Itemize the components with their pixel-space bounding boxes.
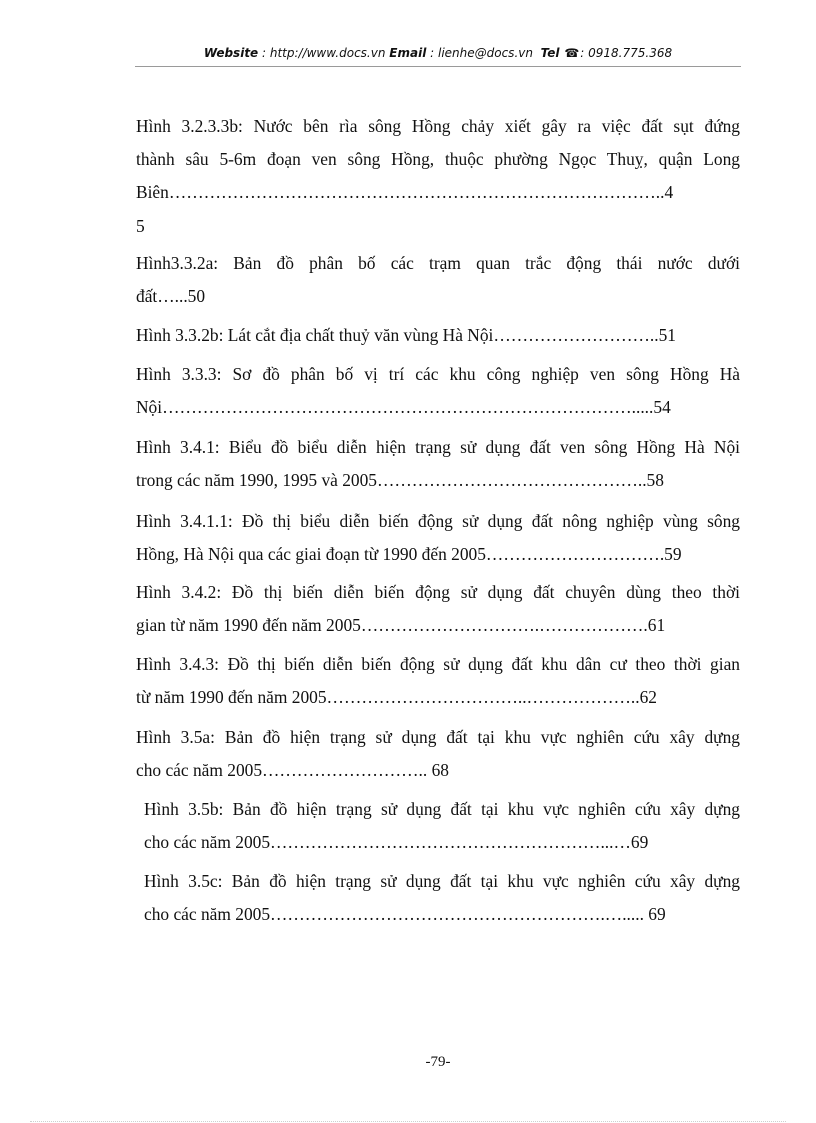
entry-line: đất…...50 <box>136 286 206 307</box>
email-label: Email <box>389 46 427 60</box>
figure-entry <box>136 319 740 352</box>
entry-line: Hình 3.5a: Bản đồ hiện trạng sử dụng đất tại khu vực nghiên cứu xây dựng <box>136 727 740 747</box>
entry-line: gian từ năm 1990 đến năm 2005………………………….……………….61 <box>136 615 666 636</box>
entry-line: Hình3.3.2a: Bản đồ phân bố các trạm quan trắc động thái nước dưới <box>136 253 740 273</box>
entry-line: Hình 3.3.2b: Lát cắt địa chất thuỷ văn vùng Hà Nội………………………..51 <box>136 325 676 345</box>
website-url[interactable]: http://www.docs.vn <box>269 46 386 60</box>
figure-entry <box>136 576 740 642</box>
entry-line: Biên…………………………………………………………………………..4 <box>136 182 674 203</box>
entry-line: Hình 3.4.2: Đồ thị biến diễn biến động sử dụng đất chuyên dùng theo thời <box>136 582 740 602</box>
figure-entry <box>136 431 740 497</box>
entry-line: cho các năm 2005………………………………………………….…..... 69 <box>144 904 666 925</box>
entry-line: cho các năm 2005…………………………………………………...…69 <box>144 832 649 853</box>
entry-line: Hình 3.4.1: Biểu đồ biểu diễn hiện trạng sử dụng đất ven sông Hồng Hà Nội <box>136 437 740 457</box>
website-separator: : <box>258 46 270 60</box>
entry-line: 5 <box>136 215 145 236</box>
entry-line: thành sâu 5-6m đoạn ven sông Hồng, thuộc phường Ngọc Thuỵ, quận Long <box>136 149 740 170</box>
tel-label: Tel <box>540 46 560 60</box>
entry-line: Hình 3.4.3: Đồ thị biến diễn biến động sử dụng đất khu dân cư theo thời gian <box>136 654 740 674</box>
website-label: Website <box>203 46 259 60</box>
figure-entry <box>136 358 740 424</box>
entry-line: Hình 3.5b: Bản đồ hiện trạng sử dụng đất tại khu vực nghiên cứu xây dựng <box>144 799 740 819</box>
tel-number: : 0918.775.368 <box>580 46 673 60</box>
entry-line: Hình 3.5c: Bản đồ hiện trạng sử dụng đất tại khu vực nghiên cứu xây dựng <box>144 871 740 891</box>
figure-entry <box>136 648 740 714</box>
figure-entry <box>144 865 740 931</box>
entry-line: Hình 3.2.3.3b: Nước bên rìa sông Hồng chảy xiết gây ra việc đất sụt đứng <box>136 116 740 136</box>
entry-line: cho các năm 2005……………………….. 68 <box>136 760 449 781</box>
figure-entry <box>144 793 740 859</box>
figure-entry <box>136 247 740 313</box>
page-number: -79- <box>425 1054 451 1070</box>
figure-entry <box>136 505 740 571</box>
header-divider <box>135 66 741 67</box>
entry-line: Hồng, Hà Nội qua các giai đoạn từ 1990 đến 2005………………………….59 <box>136 544 682 565</box>
entry-line: Nội……………………………………………………………………….....54 <box>136 397 671 418</box>
entry-line: Hình 3.3.3: Sơ đồ phân bố vị trí các khu công nghiệp ven sông Hồng Hà <box>136 364 740 384</box>
telephone-icon: ☎ <box>564 46 580 60</box>
email-address[interactable]: lienhe@docs.vn <box>437 46 533 60</box>
page-header <box>135 46 741 60</box>
entry-line: từ năm 1990 đến năm 2005……………………………..………………..62 <box>136 687 657 708</box>
figure-entry <box>136 721 740 787</box>
entry-line: Hình 3.4.1.1: Đồ thị biểu diễn biến động sử dụng đất nông nghiệp vùng sông <box>136 511 740 531</box>
email-separator: : <box>426 46 438 60</box>
page-bottom-edge <box>30 1121 786 1122</box>
figure-entry <box>136 110 740 243</box>
entry-line: trong các năm 1990, 1995 và 2005………………………………………..58 <box>136 470 664 491</box>
